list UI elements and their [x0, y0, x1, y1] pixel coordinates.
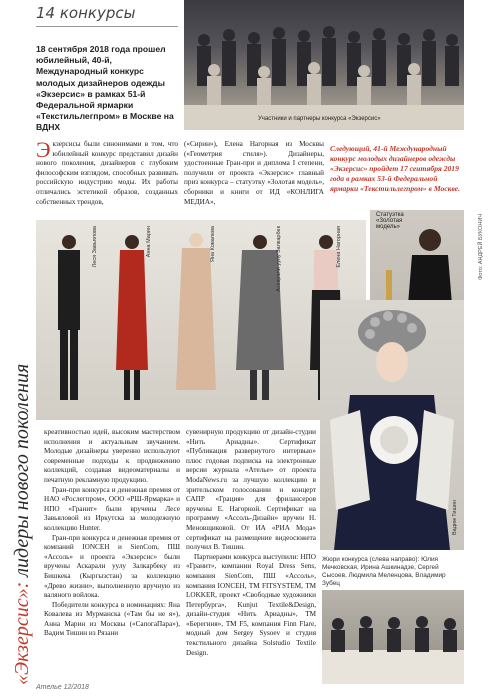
jury-caption: Жюри конкурса (слева направо): Юлия Мечковская, Ирина Ашкинадзе, Сергей Сысоев, Людмила Меленцова, Владимир Зубец [322, 556, 446, 587]
featured-model-photo [320, 300, 464, 550]
model-label-2: Анна Марин [146, 226, 152, 258]
intro-text-1: кзерсисы были синонимами в том, что юбилейный конкурс представил дизайн нового поколения, дизайнеров с глубоким философским взглядом, способных развивать российскую индустрию моды. Их работы отличались эстетикой образов, созданных собственных трендов, [36, 140, 178, 206]
model-label-3: Яна Ковалева [210, 226, 216, 262]
group-photo [184, 0, 464, 130]
model-label-5: Елена Нагорная [336, 226, 342, 268]
vertical-title-accent: «Экзерсис»: [11, 581, 33, 685]
intro-column-2: («Сирин»), Елена Нагорная из Москвы («Геометрия стиля»). Дизайнеры, удостоенные Гран-при и диплома I степени, получили от проекта «Экзерсис» главный приз конкурса – статуэтку «Золотая модель», сборники и книги от ИД «КОНЛИГА МЕДИА», [184, 140, 324, 206]
jury-photo [322, 590, 464, 684]
body-paragraph: Гран-при конкурса и денежная премия от компаний IONCEH и SienCom, ПШ «Ассоль» и проекта «Экзерсис» были вручены Аскарали уулу Залкарбеку из Бишкека (Кыргызстан) за коллекцию «Древо жизни», выполненную вручную из валяного войлока. [44, 533, 180, 600]
body-paragraph: Победители конкурса в номинациях: Яна Ковалева из Мурманска («Там бы не я»), Анна Марин из Москвы («СапогаПара»), Вадим Тишин из Рязани [44, 600, 180, 638]
intro-column-1 [36, 137, 178, 207]
header-rule [36, 26, 178, 27]
body-paragraph: сувенирную продукцию от дизайн-студии «Нить Ариадны». Сертификат «Публикация развернутого интервью» плюс годовая подписка на электронные версии журнала «Ателье» от проекта ModaNews.ru за лучшую коллекцию в зрительском голосовании и концерт САПР «Грация» для фрилансеров вручены Е. Нагорной. Сертификат на программу «Ассоль-Дизайн» вручен Н. Меновщиковой. От ИА «РИА Мода» сертификат на размещение видеосюжета получил В. Тишин. [186, 428, 316, 552]
svg-text:«Экзерсис»: лидеры нового поко [11, 364, 33, 685]
vertical-title-svg [6, 230, 36, 690]
body-paragraph: креативностью идей, высоким мастерством исполнения и актуальным звучанием. Молодые дизайнеры уверенно используют современные подходы к продвижению коллекций, создавая видеоматериалы и печатную рекламную продукцию. [44, 428, 180, 484]
lead-paragraph: 18 сентября 2018 года прошел юбилейный, 40-й, Международный конкурс молодых дизайнеров одежды «Экзерсис» в рамках 51-й Федеральной ярмарки «Текстильлегпром» в Москве на ВДНХ [36, 44, 174, 133]
body-paragraph: Партнерами конкурса выступили: НПО «Гранит», компании Royal Dress Sens, компания SienCom, ПШ «Ассоль», компания IONCEH, ТМ FITSYSTEM, ТМ LOKKER, проект «Свободные художники Петербурга», Kunjut Textile&Design, дизайн-студия «Нить Ариадны», ТМ «Берегиня», ТМ F5, компания Finn Flare, модный дом Sergey Sysoev и студия текстильного дизайна Solstudio Textile Design. [186, 552, 316, 657]
page-number: 14 [36, 4, 56, 22]
vertical-title-rest: лидеры нового поколения [11, 363, 33, 582]
jury-figures [322, 590, 464, 684]
runway-photo [36, 220, 366, 420]
next-contest-note: Следующий, 41-й Международный конкурс молодых дизайнеров одежды «Экзерсис» пройдет 17 сентября 2019 года в рамках 53-й Федеральной ярмарки «Текстильлегпром» в Москве. [330, 144, 461, 193]
section-name: конкурсы [59, 4, 136, 22]
group-photo-caption: Участники и партнеры конкурса «Экзерсис» [258, 116, 381, 122]
page-footer: Ателье 12/2018 [36, 684, 89, 691]
featured-model-caption: Вадим Тишин [452, 500, 458, 536]
drop-cap: Э [36, 137, 51, 162]
page-header [36, 4, 135, 22]
vertical-title [6, 230, 36, 690]
body-column-1 [44, 428, 180, 639]
group-photo-figures [184, 0, 464, 130]
body-paragraph: Гран-при конкурса и денежная премия от НАО «Рослегпром», ООО «РШ-Ярмарка» и НПО «Гранит» были вручены Лесе Завьяловой из Иркутска за молодежную коллекцию Hunter. [44, 485, 180, 532]
model-label-1: Леся Завьялова [92, 226, 98, 268]
body-column-2 [186, 428, 316, 658]
model-label-4: Аскарали уулу Залкарбек [276, 226, 282, 292]
statuette-caption: Статуэтка «Золотая модель» [376, 212, 404, 230]
photo-credit: Фото: АНДРЕЙ БУКОНИЧ [478, 214, 484, 280]
featured-model-figure [320, 300, 464, 550]
runway-figures [36, 220, 366, 420]
